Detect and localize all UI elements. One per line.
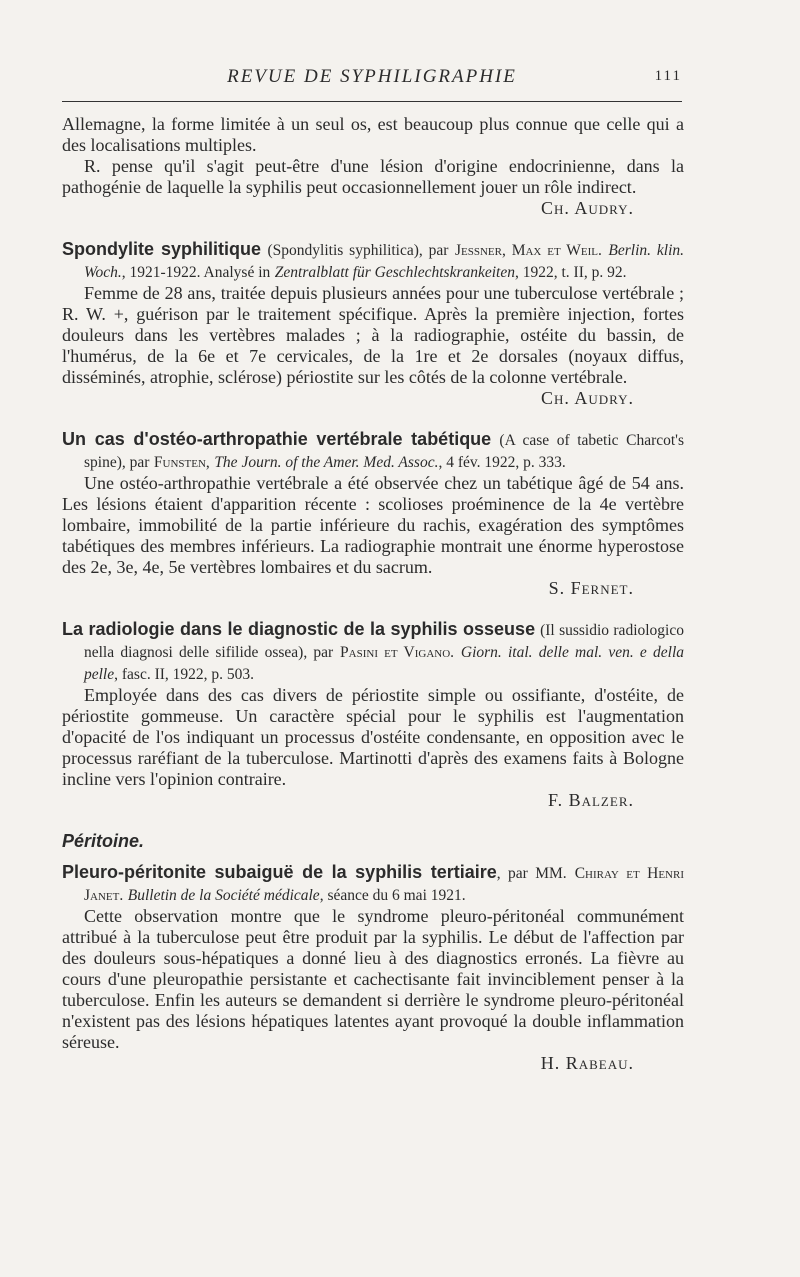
ref-text: (Spondylitis syphilitica), par: [267, 242, 449, 259]
article-title: Pleuro-péritonite subaiguë de la syphilis tertiaire: [62, 862, 497, 882]
signature: F. Balzer.: [548, 790, 634, 810]
ref-journal: Giorn. ital. delle mal. ven. e della pelle: [84, 644, 685, 683]
paragraph: Femme de 28 ans, traitée depuis plusieurs années pour une tuberculose vertébrale ; R. W. +, guérison par le traitement spécifique. Après la première injection, fortes douleurs dans les vertèbres malades ; à la radiographie, ostéite du bassin, de l'humérus, de la 6e et 7e cervicales, de la 1re et 2e dorsales (noyaux diffus, disséminés, atrophie, sclérose) périostite sur les côtés de la colonne vertébrale.: [62, 283, 684, 387]
signature: S. Fernet.: [548, 578, 634, 598]
section-heading: Péritoine.: [62, 831, 145, 851]
ref-text: (Il sussidio radiologico nella diagnosi delle sifilide ossea), par: [84, 622, 684, 661]
ref-journal: Bulletin de la Société médicale: [127, 887, 320, 904]
paragraph: Allemagne, la forme limitée à un seul os, est beaucoup plus connue que celle qui a des localisations multiples.: [62, 114, 684, 155]
signature: Ch. Audry.: [540, 388, 634, 408]
ref-journal: The Journ. of the Amer. Med. Assoc.: [214, 454, 439, 471]
ref-authors: Chiray et Henri Janet.: [84, 865, 684, 904]
article-reference: [62, 239, 684, 283]
ref-text: , 1921-1922. Analysé in: [121, 264, 271, 281]
page-header: [62, 62, 682, 92]
article-title: La radiologie dans le diagnostic de la syphilis osseuse: [62, 619, 536, 639]
running-title: REVUE DE SYPHILIGRAPHIE: [227, 66, 517, 87]
page-number: 111: [654, 68, 682, 84]
article-reference: [62, 619, 684, 685]
ref-text: , 4 fév. 1922, p. 333.: [438, 454, 566, 471]
signature: Ch. Audry.: [540, 198, 634, 218]
ref-authors: Funsten,: [153, 454, 210, 471]
article-title: Un cas d'ostéo-arthropathie vertébrale tabétique: [62, 429, 492, 449]
paragraph: R. pense qu'il s'agit peut-être d'une lésion d'origine endocrinienne, dans la pathogénie de laquelle la syphilis peut occasionnellement jouer un rôle indirect.: [62, 156, 684, 197]
paragraph: Cette observation montre que le syndrome pleuro-péritonéal communément attribué à la tuberculose peut être produit par la syphilis. Le début de l'affection par des douleurs sous-hépatiques a donné lieu à des diagnostics erronés. La fièvre au cours d'une pleuropathie persistante et cachectisante fait invinciblement penser à la tuberculose. Enfin les auteurs se demandent si derrière le syndrome pleuro-péritonéal n'existent pas des lésions hépatiques latentes ayant provoqué la double inflammation séreuse.: [62, 906, 684, 1052]
ref-authors: Pasini et Vigano.: [340, 644, 455, 661]
ref-journal: Zentralblatt für Geschlechtskrankeiten: [274, 264, 515, 281]
ref-journal: Berlin. klin. Woch.: [84, 242, 684, 281]
page-body: [62, 114, 684, 1074]
article-reference: [62, 862, 684, 906]
paragraph: Une ostéo-arthropathie vertébrale a été observée chez un tabétique âgé de 54 ans. Les lésions étaient d'apparition récente : scolioses proéminence de la 4e vertèbre lombaire, immobilité de la partie inférieure du rachis, exagération des symptômes tabétiques des membres inférieurs. La radiographie montrait une énorme hyperostose des 2e, 3e, 4e, 5e vertèbres lombaires et du sacrum.: [62, 473, 684, 577]
ref-text: , par MM.: [496, 865, 567, 882]
ref-text: , séance du 6 mai 1921.: [319, 887, 466, 904]
paragraph: Employée dans des cas divers de périostite simple ou ossifiante, d'ostéite, de périostite gommeuse. Un caractère spécial pour le syphilis est l'augmentation d'opacité de l'os indiquant un processus d'ostéite condensante, en opposition avec le processus raréfiant de la tuberculose. Martinotti d'après des examens faits à Bologne incline vers l'opinion contraire.: [62, 685, 684, 789]
signature: H. Rabeau.: [540, 1053, 634, 1073]
ref-text: , 1922, t. II, p. 92.: [515, 264, 627, 281]
article-reference: [62, 429, 684, 473]
header-rule: [62, 101, 682, 102]
ref-authors: Jessner, Max et Weil.: [454, 242, 602, 259]
ref-text: (A case of tabetic Charcot's spine), par: [84, 432, 684, 471]
article-title: Spondylite syphilitique: [62, 239, 262, 259]
ref-text: , fasc. II, 1922, p. 503.: [114, 666, 255, 683]
